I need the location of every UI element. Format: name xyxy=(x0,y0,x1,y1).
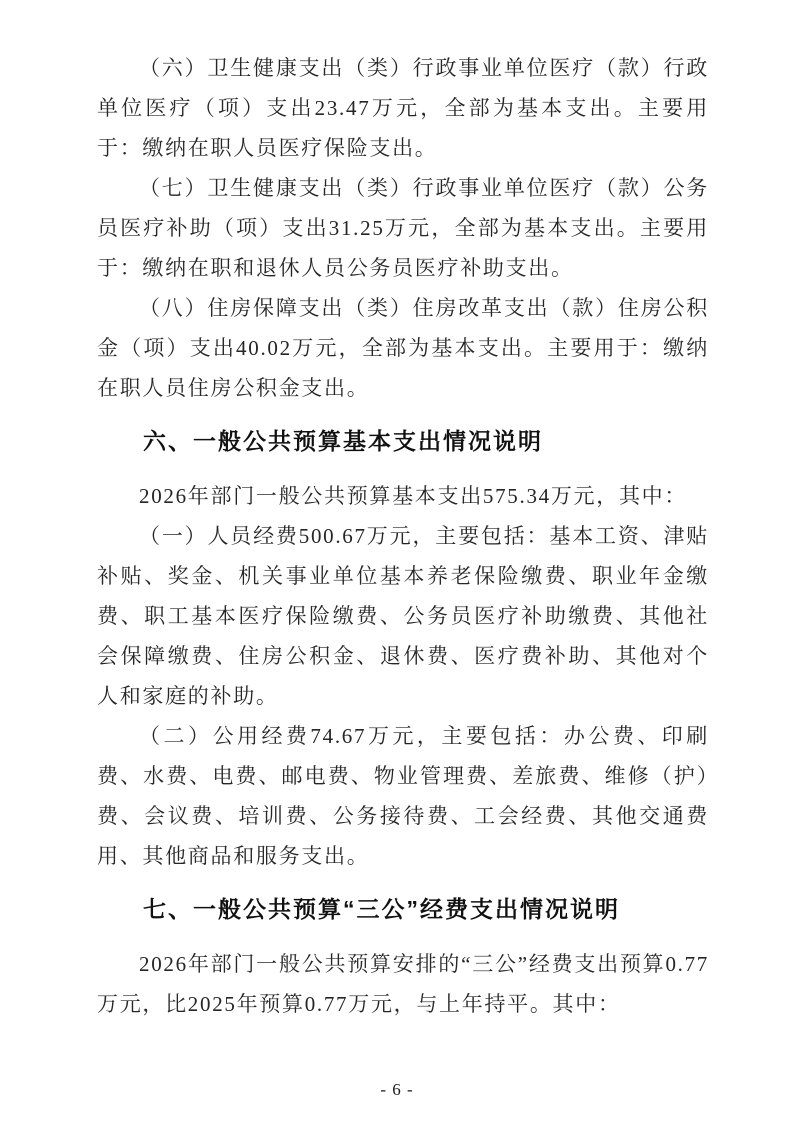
paragraph-item-8-housing-fund: （八）住房保障支出（类）住房改革支出（款）住房公积金（项）支出40.02万元，全部为基本支出。主要用于：缴纳在职人员住房公积金支出。 xyxy=(97,296,709,400)
paragraph-basic-expenditure-total: 2026年部门一般公共预算基本支出575.34万元，其中： xyxy=(139,484,688,508)
document-body xyxy=(97,48,709,1024)
section-heading-6-basic-expenditure: 六、一般公共预算基本支出情况说明 xyxy=(143,428,543,454)
paragraph-item-6-health-admin-medical: （六）卫生健康支出（类）行政事业单位医疗（款）行政单位医疗（项）支出23.47万元，全部为基本支出。主要用于：缴纳在职人员医疗保险支出。 xyxy=(97,56,709,160)
section-heading-7-three-public-expenses: 七、一般公共预算“三公”经费支出情况说明 xyxy=(143,896,620,922)
paragraph-item-7-health-civil-servant-medical: （七）卫生健康支出（类）行政事业单位医疗（款）公务员医疗补助（项）支出31.25万元，全部为基本支出。主要用于：缴纳在职和退休人员公务员医疗补助支出。 xyxy=(97,176,709,280)
paragraph-public-funds: （二）公用经费74.67万元，主要包括：办公费、印刷费、水费、电费、邮电费、物业管理费、差旅费、维修（护）费、会议费、培训费、公务接待费、工会经费、其他交通费用、其他商品和服务支出。 xyxy=(97,724,709,868)
page-number: - 6 - xyxy=(380,1080,414,1099)
paragraph-three-public-budget: 2026年部门一般公共预算安排的“三公”经费支出预算0.77万元，比2025年预算0.77万元，与上年持平。其中： xyxy=(97,952,709,1016)
paragraph-personnel-funds: （一）人员经费500.67万元，主要包括：基本工资、津贴补贴、奖金、机关事业单位基本养老保险缴费、职业年金缴费、职工基本医疗保险缴费、公务员医疗补助缴费、其他社会保障缴费、住房公积金、退休费、医疗费补助、其他对个人和家庭的补助。 xyxy=(97,524,709,708)
